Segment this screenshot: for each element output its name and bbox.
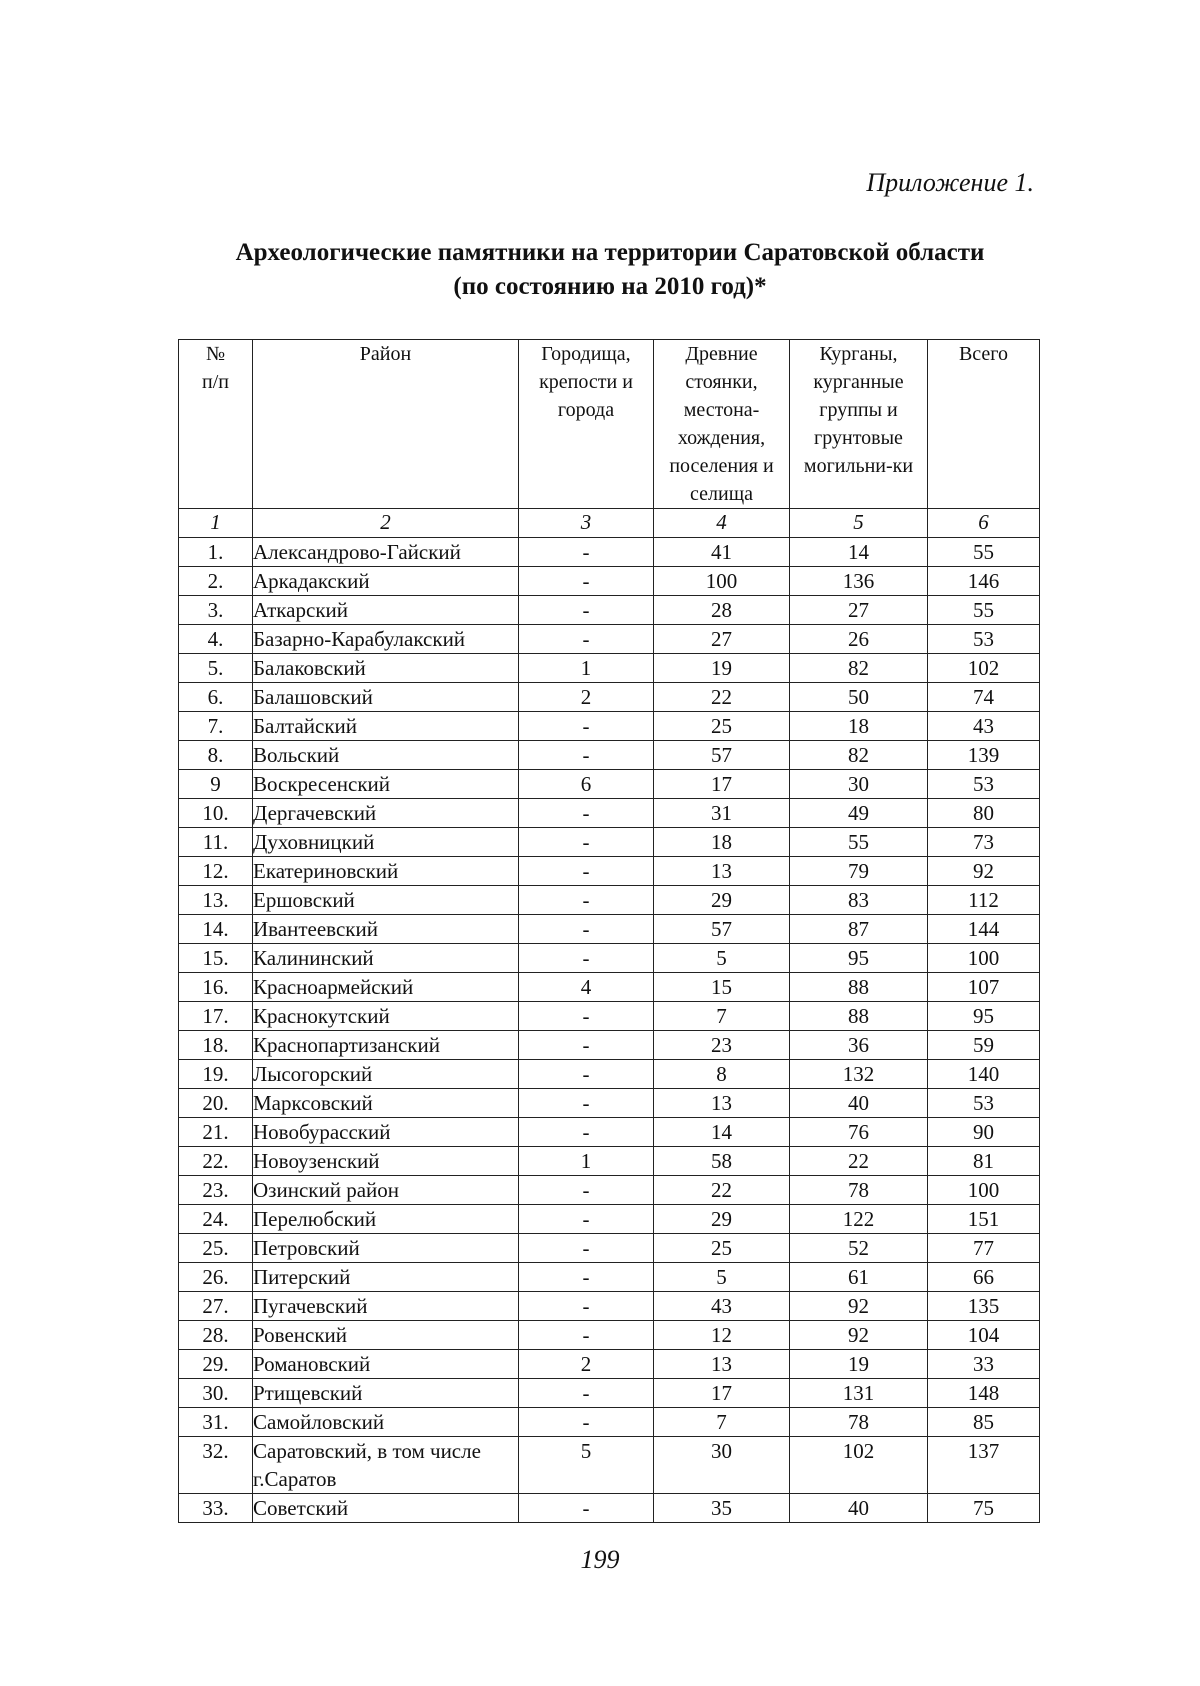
total-count: 107 (928, 973, 1040, 1002)
forts-count: 4 (519, 973, 654, 1002)
forts-count: 2 (519, 683, 654, 712)
total-count: 53 (928, 625, 1040, 654)
table-row (179, 1292, 1040, 1321)
table-row (179, 886, 1040, 915)
sites-count: 7 (654, 1002, 790, 1031)
total-count: 95 (928, 1002, 1040, 1031)
total-count: 139 (928, 741, 1040, 770)
total-count: 100 (928, 944, 1040, 973)
forts-count: - (519, 915, 654, 944)
forts-count: - (519, 1205, 654, 1234)
region-name: Балаковский (253, 654, 519, 683)
region-name: Балтайский (253, 712, 519, 741)
sites-count: 57 (654, 741, 790, 770)
row-number: 26. (179, 1263, 253, 1292)
sites-count: 28 (654, 596, 790, 625)
sites-count: 43 (654, 1292, 790, 1321)
total-count: 53 (928, 1089, 1040, 1118)
forts-count: - (519, 857, 654, 886)
region-name: Ртищевский (253, 1379, 519, 1408)
total-count: 81 (928, 1147, 1040, 1176)
total-count: 59 (928, 1031, 1040, 1060)
row-number: 13. (179, 886, 253, 915)
kurgans-count: 18 (790, 712, 928, 741)
total-count: 146 (928, 567, 1040, 596)
total-count: 140 (928, 1060, 1040, 1089)
row-number: 28. (179, 1321, 253, 1350)
forts-count: - (519, 625, 654, 654)
row-number: 12. (179, 857, 253, 886)
row-number: 31. (179, 1408, 253, 1437)
header-sites: Древние стоянки, местона-хождения, поселения и селища (654, 340, 790, 509)
table-row (179, 799, 1040, 828)
total-count: 66 (928, 1263, 1040, 1292)
total-count: 55 (928, 538, 1040, 567)
table-row (179, 1031, 1040, 1060)
forts-count: - (519, 886, 654, 915)
kurgans-count: 102 (790, 1437, 928, 1494)
header-region: Район (253, 340, 519, 509)
forts-count: - (519, 944, 654, 973)
forts-count: - (519, 1031, 654, 1060)
total-count: 55 (928, 596, 1040, 625)
region-name: Дергачевский (253, 799, 519, 828)
sites-count: 17 (654, 770, 790, 799)
table-row (179, 1321, 1040, 1350)
row-number: 21. (179, 1118, 253, 1147)
kurgans-count: 87 (790, 915, 928, 944)
column-number: 5 (790, 509, 928, 538)
total-count: 92 (928, 857, 1040, 886)
row-number: 8. (179, 741, 253, 770)
kurgans-count: 95 (790, 944, 928, 973)
kurgans-count: 40 (790, 1494, 928, 1523)
forts-count: 1 (519, 1147, 654, 1176)
table-row (179, 1263, 1040, 1292)
region-name: Аркадакский (253, 567, 519, 596)
forts-count: - (519, 1234, 654, 1263)
row-number: 3. (179, 596, 253, 625)
row-number: 19. (179, 1060, 253, 1089)
total-count: 100 (928, 1176, 1040, 1205)
sites-count: 5 (654, 1263, 790, 1292)
forts-count: - (519, 1002, 654, 1031)
row-number: 15. (179, 944, 253, 973)
region-name: Ровенский (253, 1321, 519, 1350)
kurgans-count: 76 (790, 1118, 928, 1147)
forts-count: - (519, 1408, 654, 1437)
region-name: Воскресенский (253, 770, 519, 799)
kurgans-count: 52 (790, 1234, 928, 1263)
total-count: 53 (928, 770, 1040, 799)
kurgans-count: 49 (790, 799, 928, 828)
forts-count: 2 (519, 1350, 654, 1379)
header-total: Всего (928, 340, 1040, 509)
kurgans-count: 14 (790, 538, 928, 567)
header-forts: Городища, крепости и города (519, 340, 654, 509)
row-number: 18. (179, 1031, 253, 1060)
forts-count: - (519, 1060, 654, 1089)
sites-count: 58 (654, 1147, 790, 1176)
forts-count: - (519, 538, 654, 567)
sites-count: 57 (654, 915, 790, 944)
region-name: Петровский (253, 1234, 519, 1263)
region-name: Озинский район (253, 1176, 519, 1205)
row-number: 22. (179, 1147, 253, 1176)
table-row (179, 596, 1040, 625)
forts-count: 6 (519, 770, 654, 799)
region-name: Базарно-Карабулакский (253, 625, 519, 654)
row-number: 20. (179, 1089, 253, 1118)
kurgans-count: 36 (790, 1031, 928, 1060)
table-row (179, 1437, 1040, 1494)
table-row (179, 828, 1040, 857)
header-kurgans: Курганы, курганные группы и грунтовые могильни-ки (790, 340, 928, 509)
sites-count: 41 (654, 538, 790, 567)
total-count: 137 (928, 1437, 1040, 1494)
sites-count: 17 (654, 1379, 790, 1408)
forts-count: - (519, 596, 654, 625)
region-name: Духовницкий (253, 828, 519, 857)
region-name: Лысогорский (253, 1060, 519, 1089)
total-count: 104 (928, 1321, 1040, 1350)
table-row (179, 654, 1040, 683)
forts-count: - (519, 712, 654, 741)
sites-count: 13 (654, 1350, 790, 1379)
table-row (179, 1379, 1040, 1408)
column-number: 4 (654, 509, 790, 538)
sites-count: 29 (654, 886, 790, 915)
column-number-row (179, 509, 1040, 538)
sites-count: 19 (654, 654, 790, 683)
table-row (179, 1147, 1040, 1176)
kurgans-count: 88 (790, 973, 928, 1002)
row-number: 1. (179, 538, 253, 567)
table-row (179, 973, 1040, 1002)
table-row (179, 567, 1040, 596)
table-row (179, 625, 1040, 654)
row-number: 25. (179, 1234, 253, 1263)
sites-count: 22 (654, 683, 790, 712)
kurgans-count: 40 (790, 1089, 928, 1118)
table-row (179, 857, 1040, 886)
forts-count: - (519, 1379, 654, 1408)
region-name: Саратовский, в том числе г.Саратов (253, 1437, 519, 1494)
row-number: 9 (179, 770, 253, 799)
table-row (179, 741, 1040, 770)
region-name: Перелюбский (253, 1205, 519, 1234)
sites-count: 30 (654, 1437, 790, 1494)
region-name: Ершовский (253, 886, 519, 915)
table-row (179, 712, 1040, 741)
region-name: Красноармейский (253, 973, 519, 1002)
appendix-label: Приложение 1. (866, 168, 1034, 197)
sites-count: 14 (654, 1118, 790, 1147)
region-name: Краснопартизанский (253, 1031, 519, 1060)
page-number: 199 (580, 1545, 620, 1574)
region-name: Пугачевский (253, 1292, 519, 1321)
forts-count: 1 (519, 654, 654, 683)
sites-count: 18 (654, 828, 790, 857)
total-count: 33 (928, 1350, 1040, 1379)
table-row (179, 1176, 1040, 1205)
total-count: 80 (928, 799, 1040, 828)
kurgans-count: 82 (790, 654, 928, 683)
kurgans-count: 78 (790, 1408, 928, 1437)
forts-count: - (519, 828, 654, 857)
total-count: 102 (928, 654, 1040, 683)
kurgans-count: 27 (790, 596, 928, 625)
total-count: 74 (928, 683, 1040, 712)
table-row (179, 944, 1040, 973)
total-count: 112 (928, 886, 1040, 915)
table-row (179, 1494, 1040, 1523)
document-title (160, 236, 1060, 304)
total-count: 77 (928, 1234, 1040, 1263)
title-line-2: (по состоянию на 2010 год)* (453, 273, 767, 300)
sites-count: 5 (654, 944, 790, 973)
sites-count: 7 (654, 1408, 790, 1437)
total-count: 73 (928, 828, 1040, 857)
sites-count: 15 (654, 973, 790, 1002)
region-name: Ивантеевский (253, 915, 519, 944)
kurgans-count: 30 (790, 770, 928, 799)
region-name: Новоузенский (253, 1147, 519, 1176)
kurgans-count: 50 (790, 683, 928, 712)
region-name: Калининский (253, 944, 519, 973)
row-number: 30. (179, 1379, 253, 1408)
region-name: Вольский (253, 741, 519, 770)
kurgans-count: 92 (790, 1321, 928, 1350)
kurgans-count: 78 (790, 1176, 928, 1205)
sites-count: 25 (654, 1234, 790, 1263)
table-row (179, 1408, 1040, 1437)
row-number: 10. (179, 799, 253, 828)
kurgans-count: 79 (790, 857, 928, 886)
row-number: 29. (179, 1350, 253, 1379)
sites-count: 31 (654, 799, 790, 828)
region-name: Краснокутский (253, 1002, 519, 1031)
table-row (179, 1002, 1040, 1031)
table-row (179, 915, 1040, 944)
forts-count: - (519, 1118, 654, 1147)
row-number: 23. (179, 1176, 253, 1205)
row-number: 24. (179, 1205, 253, 1234)
region-name: Александрово-Гайский (253, 538, 519, 567)
sites-count: 13 (654, 1089, 790, 1118)
row-number: 6. (179, 683, 253, 712)
table-row (179, 1234, 1040, 1263)
table-row (179, 1060, 1040, 1089)
kurgans-count: 132 (790, 1060, 928, 1089)
region-name: Романовский (253, 1350, 519, 1379)
row-number: 5. (179, 654, 253, 683)
column-number: 6 (928, 509, 1040, 538)
row-number: 4. (179, 625, 253, 654)
total-count: 90 (928, 1118, 1040, 1147)
kurgans-count: 61 (790, 1263, 928, 1292)
header-num: № п/п (179, 340, 253, 509)
forts-count: - (519, 799, 654, 828)
row-number: 32. (179, 1437, 253, 1494)
monuments-table (178, 339, 1040, 1523)
region-name: Новобурасский (253, 1118, 519, 1147)
total-count: 148 (928, 1379, 1040, 1408)
total-count: 144 (928, 915, 1040, 944)
table-row (179, 770, 1040, 799)
sites-count: 27 (654, 625, 790, 654)
sites-count: 25 (654, 712, 790, 741)
column-number: 2 (253, 509, 519, 538)
kurgans-count: 22 (790, 1147, 928, 1176)
kurgans-count: 92 (790, 1292, 928, 1321)
forts-count: - (519, 1176, 654, 1205)
total-count: 75 (928, 1494, 1040, 1523)
kurgans-count: 82 (790, 741, 928, 770)
forts-count: - (519, 1321, 654, 1350)
sites-count: 13 (654, 857, 790, 886)
region-name: Балашовский (253, 683, 519, 712)
forts-count: 5 (519, 1437, 654, 1494)
table-row (179, 1205, 1040, 1234)
sites-count: 100 (654, 567, 790, 596)
row-number: 17. (179, 1002, 253, 1031)
table-row (179, 1118, 1040, 1147)
kurgans-count: 19 (790, 1350, 928, 1379)
kurgans-count: 83 (790, 886, 928, 915)
sites-count: 12 (654, 1321, 790, 1350)
header-row (179, 340, 1040, 509)
table-row (179, 683, 1040, 712)
table-row (179, 1350, 1040, 1379)
table-row (179, 1089, 1040, 1118)
forts-count: - (519, 1292, 654, 1321)
row-number: 7. (179, 712, 253, 741)
row-number: 33. (179, 1494, 253, 1523)
kurgans-count: 122 (790, 1205, 928, 1234)
total-count: 85 (928, 1408, 1040, 1437)
row-number: 2. (179, 567, 253, 596)
sites-count: 22 (654, 1176, 790, 1205)
forts-count: - (519, 567, 654, 596)
title-line-1: Археологические памятники на территории Саратовской области (235, 239, 985, 266)
sites-count: 8 (654, 1060, 790, 1089)
forts-count: - (519, 1263, 654, 1292)
sites-count: 35 (654, 1494, 790, 1523)
kurgans-count: 131 (790, 1379, 928, 1408)
region-name: Марксовский (253, 1089, 519, 1118)
region-name: Самойловский (253, 1408, 519, 1437)
total-count: 151 (928, 1205, 1040, 1234)
total-count: 43 (928, 712, 1040, 741)
region-name: Аткарский (253, 596, 519, 625)
row-number: 27. (179, 1292, 253, 1321)
kurgans-count: 55 (790, 828, 928, 857)
total-count: 135 (928, 1292, 1040, 1321)
kurgans-count: 26 (790, 625, 928, 654)
forts-count: - (519, 741, 654, 770)
sites-count: 29 (654, 1205, 790, 1234)
region-name: Советский (253, 1494, 519, 1523)
kurgans-count: 88 (790, 1002, 928, 1031)
column-number: 1 (179, 509, 253, 538)
kurgans-count: 136 (790, 567, 928, 596)
column-number: 3 (519, 509, 654, 538)
forts-count: - (519, 1089, 654, 1118)
table-row (179, 538, 1040, 567)
region-name: Питерский (253, 1263, 519, 1292)
region-name: Екатериновский (253, 857, 519, 886)
row-number: 11. (179, 828, 253, 857)
sites-count: 23 (654, 1031, 790, 1060)
forts-count: - (519, 1494, 654, 1523)
row-number: 14. (179, 915, 253, 944)
row-number: 16. (179, 973, 253, 1002)
